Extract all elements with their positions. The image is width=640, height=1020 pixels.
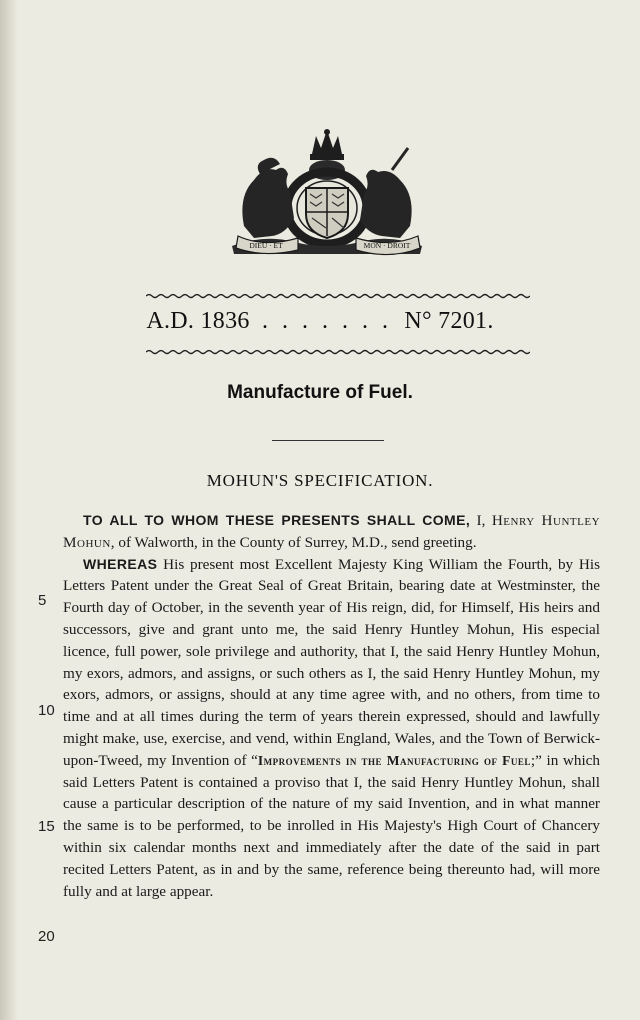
paragraph-lead: TO ALL TO WHOM THESE PRESENTS SHALL COME, [83, 512, 471, 528]
binding-shadow [0, 0, 18, 1020]
paragraph-whereas [63, 554, 600, 903]
bottom-wavy-rule [146, 348, 530, 356]
patent-number: N° 7201. [404, 308, 494, 334]
paragraph-greeting: TO ALL TO WHOM THESE PRESENTS SHALL COME, I, Henry Huntley Mohun, of Walworth, in the County of Surrey, M.D., send greeting. [63, 512, 601, 551]
specification-body [63, 510, 600, 902]
document-title: Manufacture of Fuel. [227, 382, 413, 403]
line-number: 5 [38, 592, 47, 609]
paragraph-text: His present most Excellent Majesty King William the Fourth, by His Letters Patent under the Great Seal of Great Britain, bearing date at Westminster, the Fourth day of October, in the seventh year of His reign, did, for Himself, His heirs and successors, give and grant unto me, the said Henry Huntley Mohun, His especial licence, full power, sole privilege and authority, that I, the said Henry Huntley Mohun, my exors, admors, and assigns, or such others as I, the said Henry Huntley Mohun, my exors, admors, or assigns, should at any time agree with, and no others, from time to time and at all times during the term of years therein expressed, should and lawfully might make, use, exercise, and vend, within England, Wales, and the Town of Berwick-upon-Tweed, my Invention of “ [63, 555, 600, 769]
motto-right: MON · DROIT [363, 241, 411, 250]
inventor-name: Henry Huntley Mohun [63, 512, 601, 551]
specification-heading: MOHUN'S SPECIFICATION. [206, 471, 434, 490]
royal-coat-of-arms-icon [224, 126, 430, 258]
leader-dots: . . . . . . . [262, 308, 393, 334]
paragraph-text: ;” in which said Letters Patent is contained a proviso that I, the said Henry Huntley Mohun, shall cause a particular description of the nature of my said Invention, and in what manner the same is to be performed, to be inrolled in His Majesty's High Court of Chancery within six calendar months next and immediately after the date of the said in part recited Letters Patent, as in and by the same, reference being thereunto had, will more fully and at large appear. [63, 751, 601, 900]
motto-left: DIEU · ET [249, 241, 283, 250]
line-number: 15 [38, 818, 55, 835]
title-divider [272, 440, 384, 441]
line-number: 10 [38, 702, 55, 719]
line-number: 20 [38, 928, 55, 945]
top-wavy-rule [146, 292, 530, 300]
year-label: A.D. 1836 [146, 308, 250, 334]
paragraph-text: , of Walworth, in the County of Surrey, M.D., send greeting. [110, 533, 477, 551]
invention-title: Improvements in the Manufacturing of Fuel [257, 752, 531, 768]
patent-number-line [0, 308, 640, 335]
paragraph-lead: WHEREAS [83, 555, 158, 572]
